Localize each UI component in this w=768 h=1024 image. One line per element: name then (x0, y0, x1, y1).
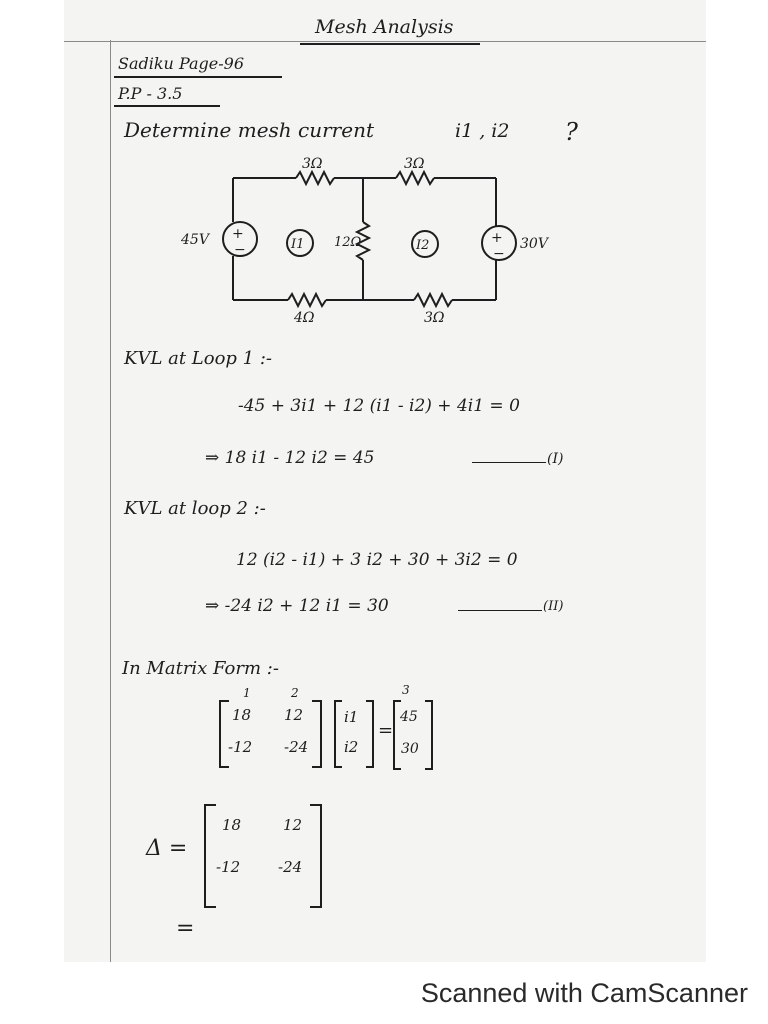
delta-bracket-right (310, 804, 322, 908)
rhs-bracket-right (425, 700, 433, 770)
var-i2: i2 (344, 738, 359, 756)
delta-bracket-left (204, 804, 216, 908)
vars-bracket-right (366, 700, 374, 768)
delta-symbol: Δ = (146, 836, 188, 861)
resistor-top-left-label: 3Ω (302, 156, 323, 172)
kvl-loop-1-result: ⇒ 18 i1 - 12 i2 = 45 (205, 448, 375, 468)
coeff-bracket-left (219, 700, 229, 768)
equation-2-label: (II) (543, 599, 564, 614)
svg-text:−: − (493, 246, 505, 262)
svg-text:+: + (232, 226, 244, 242)
rhs-r2: 30 (401, 741, 419, 757)
svg-text:−: − (234, 242, 246, 258)
equation-1-label: (I) (547, 451, 564, 467)
kvl-loop-1-leader (472, 462, 546, 463)
delta-r2c1: -12 (216, 858, 241, 876)
kvl-loop-2-result: ⇒ -24 i2 + 12 i1 = 30 (205, 596, 389, 616)
question-mark: ? (565, 118, 578, 146)
matrix-equals: = (378, 720, 394, 741)
vars-bracket-left (334, 700, 342, 768)
source-reference: Sadiku Page-96 (118, 54, 245, 73)
kvl-loop-1-equation: -45 + 3i1 + 12 (i1 - i2) + 4i1 = 0 (238, 396, 520, 416)
coeff-r1c1: 18 (232, 706, 252, 724)
mesh-1-label: I1 (291, 237, 305, 252)
scanner-watermark: Scanned with CamScanner (420, 978, 748, 1008)
matrix-column-mark-2: 2 (291, 686, 299, 700)
delta-r2c2: -24 (278, 858, 303, 876)
question-text: Determine mesh current (124, 118, 374, 142)
coeff-r1c2: 12 (284, 706, 304, 724)
right-source-label: 30V (520, 236, 548, 252)
svg-text:+: + (491, 230, 503, 246)
resistor-middle-label: 12Ω (334, 235, 362, 250)
resistor-bottom-left-label: 4Ω (294, 310, 315, 326)
delta-r1c2: 12 (283, 816, 303, 834)
resistor-bottom-right-label: 3Ω (424, 310, 445, 326)
kvl-loop-2-equation: 12 (i2 - i1) + 3 i2 + 30 + 3i2 = 0 (236, 550, 518, 570)
coeff-bracket-right (312, 700, 322, 768)
matrix-column-mark-3: 3 (402, 683, 410, 697)
problem-number: P.P - 3.5 (118, 84, 183, 103)
delta-r1c1: 18 (222, 816, 242, 834)
coeff-r2c2: -24 (284, 738, 309, 756)
page-title: Mesh Analysis (315, 16, 454, 38)
kvl-loop-2-leader (458, 610, 542, 611)
rhs-r1: 45 (400, 709, 418, 725)
left-source-label: 45V (181, 232, 209, 248)
kvl-loop-2-heading: KVL at loop 2 :- (124, 498, 266, 519)
var-i1: i1 (344, 708, 359, 726)
resistor-top-right-label: 3Ω (404, 156, 425, 172)
matrix-column-mark-1: 1 (243, 686, 251, 700)
kvl-loop-1-heading: KVL at Loop 1 :- (124, 348, 272, 369)
coeff-r2c1: -12 (228, 738, 253, 756)
mesh-2-label: I2 (416, 238, 430, 253)
matrix-form-heading: In Matrix Form :- (122, 658, 279, 679)
question-variables: i1 , i2 (455, 120, 510, 142)
delta-continuation-equals: = (176, 916, 195, 941)
